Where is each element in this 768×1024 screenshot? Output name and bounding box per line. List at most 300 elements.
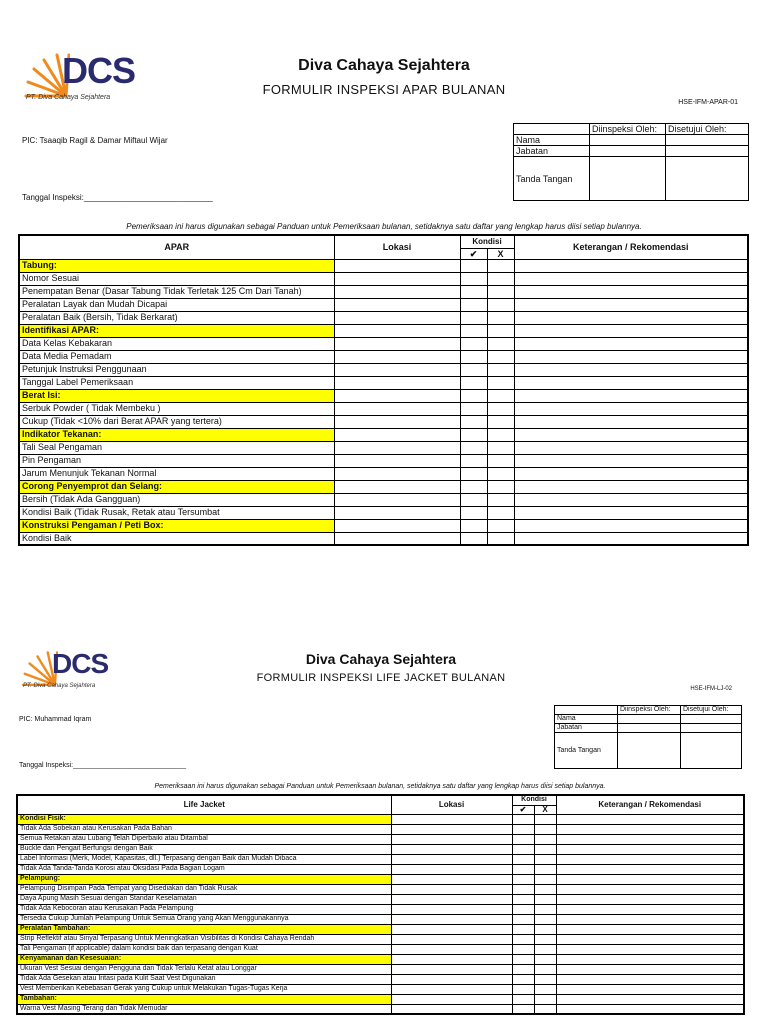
lokasi-cell[interactable] — [391, 884, 512, 894]
item-label: Tidak Ada Kebocoran atau Kerusakan Pada Pelampung — [17, 904, 391, 914]
x-cell[interactable] — [534, 904, 556, 914]
keterangan-cell[interactable] — [514, 454, 748, 467]
x-cell[interactable] — [487, 454, 514, 467]
check-cell[interactable] — [512, 944, 534, 954]
keterangan-cell[interactable] — [514, 363, 748, 376]
section-row — [17, 954, 744, 964]
keterangan-cell[interactable] — [514, 298, 748, 311]
x-cell[interactable] — [534, 964, 556, 974]
keterangan-cell[interactable] — [514, 324, 748, 337]
check-cell[interactable] — [460, 259, 487, 272]
lokasi-cell[interactable] — [334, 337, 460, 350]
item-label: Tersedia Cukup Jumlah Pelampung Untuk Semua Orang yang Akan Menggunakannya — [17, 914, 391, 924]
section-row — [19, 389, 748, 402]
keterangan-cell[interactable] — [556, 884, 744, 894]
x-cell[interactable] — [487, 311, 514, 324]
keterangan-cell[interactable] — [556, 934, 744, 944]
check-cell[interactable] — [460, 402, 487, 415]
lokasi-cell[interactable] — [334, 272, 460, 285]
item-label: Strip Reflektif atau Sinyal Terpasang Untuk Meningkatkan Visibilitas di Kondisi Cahaya Rendah — [17, 934, 391, 944]
item-label: Semua Retakan atau Lubang Telah Diperbaiki atau Ditambal — [17, 834, 391, 844]
section-label: Pelampung: — [17, 874, 391, 884]
keterangan-cell[interactable] — [514, 467, 748, 480]
x-cell[interactable] — [534, 814, 556, 824]
lokasi-cell[interactable] — [334, 376, 460, 389]
lokasi-cell[interactable] — [391, 824, 512, 834]
lokasi-cell[interactable] — [334, 402, 460, 415]
x-cell[interactable] — [487, 272, 514, 285]
keterangan-cell[interactable] — [556, 914, 744, 924]
sig-row-label: Nama — [514, 135, 590, 146]
item-label: Buckle dan Pengait Berfungsi dengan Baik — [17, 844, 391, 854]
x-cell[interactable] — [487, 285, 514, 298]
checklist-row — [19, 493, 748, 506]
pic-label: PIC: Tsaaqib Ragil & Damar Miftaul Wijar — [22, 136, 168, 145]
section-row — [19, 324, 748, 337]
check-cell[interactable] — [512, 914, 534, 924]
checklist-row — [17, 824, 744, 834]
keterangan-cell[interactable] — [514, 402, 748, 415]
checklist-row — [19, 532, 748, 545]
checklist-row — [19, 506, 748, 519]
inspection-date-field[interactable]: Tanggal Inspeksi:_____________________________ — [22, 193, 213, 202]
form-code: HSE-IFM-APAR-01 — [678, 99, 738, 106]
lokasi-cell[interactable] — [391, 904, 512, 914]
check-cell[interactable] — [460, 363, 487, 376]
lokasi-cell[interactable] — [391, 814, 512, 824]
col-header-item: APAR — [19, 235, 334, 259]
checklist-row — [17, 984, 744, 994]
section-row — [19, 480, 748, 493]
x-cell[interactable] — [487, 363, 514, 376]
sig-cell[interactable] — [590, 135, 666, 146]
signature-table — [513, 123, 749, 201]
sig-cell[interactable] — [681, 724, 742, 733]
lokasi-cell[interactable] — [334, 441, 460, 454]
x-cell[interactable] — [534, 844, 556, 854]
checklist-row — [19, 402, 748, 415]
check-cell[interactable] — [512, 854, 534, 864]
keterangan-cell[interactable] — [514, 285, 748, 298]
item-label: Nomor Sesuai — [19, 272, 334, 285]
checklist-row — [19, 298, 748, 311]
x-cell[interactable] — [534, 1004, 556, 1014]
section-label: Kenyamanan dan Kesesuaian: — [17, 954, 391, 964]
x-cell[interactable] — [534, 934, 556, 944]
check-icon: ✔ — [512, 805, 534, 814]
checklist-table — [18, 234, 749, 546]
section-label: Indikator Tekanan: — [19, 428, 334, 441]
logo-text: DCS — [52, 648, 109, 679]
checklist-row — [19, 376, 748, 389]
form-title: FORMULIR INSPEKSI LIFE JACKET BULANAN — [256, 672, 506, 684]
item-label: Vest Memberikan Kebebasan Gerak yang Cukup untuk Melakukan Tugas-Tugas Kerja — [17, 984, 391, 994]
check-cell[interactable] — [512, 994, 534, 1004]
lokasi-cell[interactable] — [334, 363, 460, 376]
col-header-kondisi: Kondisi — [512, 795, 556, 805]
checklist-row — [17, 834, 744, 844]
x-cell[interactable] — [487, 441, 514, 454]
inspected-by-header: Diinspeksi Oleh: — [590, 124, 666, 135]
lokasi-cell[interactable] — [391, 1004, 512, 1014]
checklist-body — [19, 259, 748, 545]
check-cell[interactable] — [512, 874, 534, 884]
x-cell[interactable] — [534, 954, 556, 964]
keterangan-cell[interactable] — [556, 964, 744, 974]
x-cell[interactable] — [534, 824, 556, 834]
item-label: Tali Pengaman (if applicable) dalam kondisi baik dan terpasang dengan Kuat — [17, 944, 391, 954]
x-cell[interactable] — [534, 864, 556, 874]
company-name: Diva Cahaya Sejahtera — [298, 57, 470, 74]
item-label: Ukuran Vest Sesuai dengan Pengguna dan Tidak Terlalu Ketat atau Longgar — [17, 964, 391, 974]
item-label: Pelampung Disimpan Pada Tempat yang Disediakan dan Tidak Rusak — [17, 884, 391, 894]
keterangan-cell[interactable] — [556, 834, 744, 844]
check-cell[interactable] — [460, 376, 487, 389]
checklist-row — [19, 363, 748, 376]
lokasi-cell[interactable] — [334, 428, 460, 441]
sig-cell[interactable] — [618, 715, 681, 724]
keterangan-cell[interactable] — [514, 259, 748, 272]
keterangan-cell[interactable] — [556, 894, 744, 904]
check-cell[interactable] — [512, 864, 534, 874]
x-cell[interactable] — [534, 834, 556, 844]
signature-table — [554, 705, 742, 769]
sig-cell[interactable] — [666, 146, 749, 157]
item-label: Daya Apung Masih Sesuai dengan Standar Keselamatan — [17, 894, 391, 904]
keterangan-cell[interactable] — [514, 480, 748, 493]
section-label: Corong Penyemprot dan Selang: — [19, 480, 334, 493]
check-cell[interactable] — [460, 441, 487, 454]
section-row — [17, 874, 744, 884]
item-label: Cukup (Tidak <10% dari Berat APAR yang tertera) — [19, 415, 334, 428]
section-label: Tabung: — [19, 259, 334, 272]
keterangan-cell[interactable] — [556, 944, 744, 954]
section-label: Konstruksi Pengaman / Peti Box: — [19, 519, 334, 532]
lokasi-cell[interactable] — [334, 467, 460, 480]
sig-cell[interactable] — [681, 733, 742, 769]
x-cell[interactable] — [534, 894, 556, 904]
x-cell[interactable] — [534, 984, 556, 994]
lokasi-cell[interactable] — [391, 984, 512, 994]
keterangan-cell[interactable] — [556, 974, 744, 984]
checklist-table — [16, 794, 745, 1015]
checklist-row — [17, 904, 744, 914]
checklist-row — [17, 884, 744, 894]
x-cell[interactable] — [487, 493, 514, 506]
check-cell[interactable] — [512, 964, 534, 974]
check-cell[interactable] — [512, 904, 534, 914]
keterangan-cell[interactable] — [556, 824, 744, 834]
lokasi-cell[interactable] — [334, 532, 460, 545]
keterangan-cell[interactable] — [556, 984, 744, 994]
lokasi-cell[interactable] — [334, 324, 460, 337]
lokasi-cell[interactable] — [391, 974, 512, 984]
checklist-row — [17, 1004, 744, 1014]
x-cell[interactable] — [487, 402, 514, 415]
item-label: Petunjuk Instruksi Penggunaan — [19, 363, 334, 376]
col-header-item: Life Jacket — [17, 795, 391, 814]
x-cell[interactable] — [487, 389, 514, 402]
x-cell[interactable] — [534, 854, 556, 864]
check-cell[interactable] — [512, 1004, 534, 1014]
col-header-lokasi: Lokasi — [334, 235, 460, 259]
check-cell[interactable] — [512, 814, 534, 824]
x-cell[interactable] — [534, 974, 556, 984]
sig-row-label: Jabatan — [514, 146, 590, 157]
keterangan-cell[interactable] — [514, 389, 748, 402]
keterangan-cell[interactable] — [556, 854, 744, 864]
company-logo — [22, 50, 136, 104]
check-cell[interactable] — [460, 493, 487, 506]
check-cell[interactable] — [512, 834, 534, 844]
lokasi-cell[interactable] — [334, 389, 460, 402]
x-cell[interactable] — [487, 324, 514, 337]
lokasi-cell[interactable] — [334, 350, 460, 363]
lokasi-cell[interactable] — [334, 259, 460, 272]
keterangan-cell[interactable] — [514, 519, 748, 532]
approved-by-header: Disetujui Oleh: — [666, 124, 749, 135]
x-cell[interactable] — [487, 519, 514, 532]
lokasi-cell[interactable] — [334, 298, 460, 311]
section-row — [17, 994, 744, 1004]
lokasi-cell[interactable] — [391, 854, 512, 864]
keterangan-cell[interactable] — [556, 1004, 744, 1014]
check-cell[interactable] — [460, 285, 487, 298]
keterangan-cell[interactable] — [556, 954, 744, 964]
pic-label: PIC: Muhammad Iqram — [19, 716, 92, 723]
item-label: Data Kelas Kebakaran — [19, 337, 334, 350]
lokasi-cell[interactable] — [391, 874, 512, 884]
item-label: Peralatan Baik (Bersih, Tidak Berkarat) — [19, 311, 334, 324]
keterangan-cell[interactable] — [556, 904, 744, 914]
item-label: Tidak Ada Sobekan atau Kerusakan Pada Bahan — [17, 824, 391, 834]
check-cell[interactable] — [460, 337, 487, 350]
logo-text: DCS — [62, 50, 136, 91]
check-cell[interactable] — [460, 272, 487, 285]
checklist-row — [17, 894, 744, 904]
item-label: Kondisi Baik — [19, 532, 334, 545]
checklist-row — [19, 467, 748, 480]
keterangan-cell[interactable] — [514, 493, 748, 506]
checklist-row — [19, 350, 748, 363]
lokasi-cell[interactable] — [391, 964, 512, 974]
x-cell[interactable] — [487, 350, 514, 363]
section-label: Kondisi Fisik: — [17, 814, 391, 824]
section-row — [19, 259, 748, 272]
check-cell[interactable] — [512, 824, 534, 834]
x-cell[interactable] — [487, 298, 514, 311]
check-cell[interactable] — [512, 984, 534, 994]
keterangan-cell[interactable] — [556, 924, 744, 934]
item-label: Warna Vest Masing Terang dan Tidak Memudar — [17, 1004, 391, 1014]
check-cell[interactable] — [460, 324, 487, 337]
check-cell[interactable] — [512, 954, 534, 964]
item-label: Data Media Pemadam — [19, 350, 334, 363]
company-logo — [20, 648, 109, 692]
x-cell[interactable] — [534, 994, 556, 1004]
section-label: Tambahan: — [17, 994, 391, 1004]
lokasi-cell[interactable] — [391, 864, 512, 874]
lokasi-cell[interactable] — [391, 914, 512, 924]
guide-note: Pemeriksaan ini harus digunakan sebagai Panduan untuk Pemeriksaan bulanan, setidaknya satu daftar yang lengkap harus diisi setiap bulannya. — [154, 783, 606, 790]
x-cell[interactable] — [534, 914, 556, 924]
sig-cell[interactable] — [681, 715, 742, 724]
check-cell[interactable] — [460, 389, 487, 402]
lokasi-cell[interactable] — [334, 311, 460, 324]
lokasi-cell[interactable] — [334, 454, 460, 467]
section-label: Identifikasi APAR: — [19, 324, 334, 337]
x-cell[interactable] — [534, 944, 556, 954]
item-label: Bersih (Tidak Ada Gangguan) — [19, 493, 334, 506]
keterangan-cell[interactable] — [556, 844, 744, 854]
x-cell[interactable] — [487, 428, 514, 441]
section-row — [17, 814, 744, 824]
check-cell[interactable] — [512, 974, 534, 984]
item-label: Jarum Menunjuk Tekanan Normal — [19, 467, 334, 480]
x-cell[interactable] — [487, 506, 514, 519]
item-label: Label Informasi (Merk, Model, Kapasitas, dll.) Terpasang dengan Baik dan Mudah Dibaca — [17, 854, 391, 864]
lokasi-cell[interactable] — [334, 415, 460, 428]
lokasi-cell[interactable] — [334, 493, 460, 506]
inspected-by-header: Diinspeksi Oleh: — [618, 706, 681, 715]
lokasi-cell[interactable] — [391, 994, 512, 1004]
sig-cell[interactable] — [666, 135, 749, 146]
keterangan-cell[interactable] — [514, 350, 748, 363]
item-label: Tanggal Label Pemeriksaan — [19, 376, 334, 389]
logo-subtext: PT. Diva Cahaya Sejahtera — [23, 683, 96, 689]
keterangan-cell[interactable] — [556, 814, 744, 824]
check-cell[interactable] — [460, 467, 487, 480]
x-cell[interactable] — [487, 415, 514, 428]
col-header-kondisi: Kondisi — [460, 235, 514, 248]
x-cell[interactable] — [487, 467, 514, 480]
item-label: Serbuk Powder ( Tidak Membeku ) — [19, 402, 334, 415]
keterangan-cell[interactable] — [514, 428, 748, 441]
keterangan-cell[interactable] — [556, 864, 744, 874]
checklist-row — [17, 864, 744, 874]
checklist-row — [19, 311, 748, 324]
keterangan-cell[interactable] — [514, 311, 748, 324]
sig-row-label: Tanda Tangan — [514, 157, 590, 201]
section-row — [17, 924, 744, 934]
check-cell[interactable] — [460, 415, 487, 428]
x-cell[interactable] — [487, 480, 514, 493]
x-cell[interactable] — [487, 532, 514, 545]
keterangan-cell[interactable] — [514, 415, 748, 428]
sig-cell[interactable] — [666, 157, 749, 201]
check-cell[interactable] — [460, 519, 487, 532]
lokasi-cell[interactable] — [334, 480, 460, 493]
check-icon: ✔ — [460, 248, 487, 259]
item-label: Tidak Ada Gesekan atau Iritasi pada Kulit Saat Vest Digunakan — [17, 974, 391, 984]
check-cell[interactable] — [460, 311, 487, 324]
form-title: FORMULIR INSPEKSI APAR BULANAN — [262, 82, 506, 97]
lokasi-cell[interactable] — [334, 285, 460, 298]
checklist-row — [19, 415, 748, 428]
keterangan-cell[interactable] — [514, 532, 748, 545]
section-row — [19, 428, 748, 441]
check-cell[interactable] — [460, 506, 487, 519]
check-cell[interactable] — [460, 454, 487, 467]
check-cell[interactable] — [460, 350, 487, 363]
check-cell[interactable] — [512, 884, 534, 894]
checklist-row — [17, 844, 744, 854]
lokasi-cell[interactable] — [391, 894, 512, 904]
keterangan-cell[interactable] — [556, 994, 744, 1004]
x-cell[interactable] — [487, 337, 514, 350]
lokasi-cell[interactable] — [391, 924, 512, 934]
x-cell[interactable] — [534, 884, 556, 894]
col-header-keterangan: Keterangan / Rekomendasi — [556, 795, 744, 814]
checklist-row — [17, 914, 744, 924]
checklist-row — [19, 441, 748, 454]
item-label: Penempatan Benar (Dasar Tabung Tidak Terletak 125 Cm Dari Tanah) — [19, 285, 334, 298]
keterangan-cell[interactable] — [514, 376, 748, 389]
lokasi-cell[interactable] — [391, 844, 512, 854]
checklist-row — [17, 964, 744, 974]
sig-cell[interactable] — [590, 146, 666, 157]
item-label: Tali Seal Pengaman — [19, 441, 334, 454]
keterangan-cell[interactable] — [514, 272, 748, 285]
check-cell[interactable] — [512, 844, 534, 854]
keterangan-cell[interactable] — [514, 441, 748, 454]
approved-by-header: Disetujui Oleh: — [681, 706, 742, 715]
check-cell[interactable] — [512, 924, 534, 934]
lokasi-cell[interactable] — [334, 506, 460, 519]
lokasi-cell[interactable] — [391, 944, 512, 954]
section-label: Peralatan Tambahan: — [17, 924, 391, 934]
x-cell[interactable] — [487, 376, 514, 389]
section-row — [19, 519, 748, 532]
sig-row-label: Jabatan — [555, 724, 618, 733]
sig-cell[interactable] — [590, 157, 666, 201]
section-label: Berat Isi: — [19, 389, 334, 402]
logo-subtext: PT. Diva Cahaya Sejahtera — [26, 94, 111, 101]
check-cell[interactable] — [460, 298, 487, 311]
keterangan-cell[interactable] — [514, 506, 748, 519]
form-code: HSE-IFM-LJ-02 — [690, 686, 732, 692]
checklist-body — [17, 814, 744, 1014]
sig-row-label: Tanda Tangan — [555, 733, 618, 769]
checklist-row — [19, 285, 748, 298]
x-cell[interactable] — [534, 874, 556, 884]
lokasi-cell[interactable] — [391, 954, 512, 964]
col-header-lokasi: Lokasi — [391, 795, 512, 814]
company-name: Diva Cahaya Sejahtera — [305, 651, 457, 667]
x-cell[interactable] — [534, 924, 556, 934]
keterangan-cell[interactable] — [514, 337, 748, 350]
lokasi-cell[interactable] — [334, 519, 460, 532]
checklist-row — [17, 944, 744, 954]
item-label: Peralatan Layak dan Mudah Dicapai — [19, 298, 334, 311]
lokasi-cell[interactable] — [391, 834, 512, 844]
check-cell[interactable] — [512, 934, 534, 944]
sig-cell[interactable] — [618, 724, 681, 733]
item-label: Pin Pengaman — [19, 454, 334, 467]
check-cell[interactable] — [460, 428, 487, 441]
x-cell[interactable] — [487, 259, 514, 272]
sig-cell[interactable] — [618, 733, 681, 769]
keterangan-cell[interactable] — [556, 874, 744, 884]
lokasi-cell[interactable] — [391, 934, 512, 944]
checklist-row — [19, 337, 748, 350]
checklist-row — [19, 454, 748, 467]
inspection-date-field[interactable]: Tanggal Inspeksi:_____________________________ — [19, 762, 186, 769]
checklist-row — [19, 272, 748, 285]
check-cell[interactable] — [460, 480, 487, 493]
check-cell[interactable] — [512, 894, 534, 904]
check-cell[interactable] — [460, 532, 487, 545]
